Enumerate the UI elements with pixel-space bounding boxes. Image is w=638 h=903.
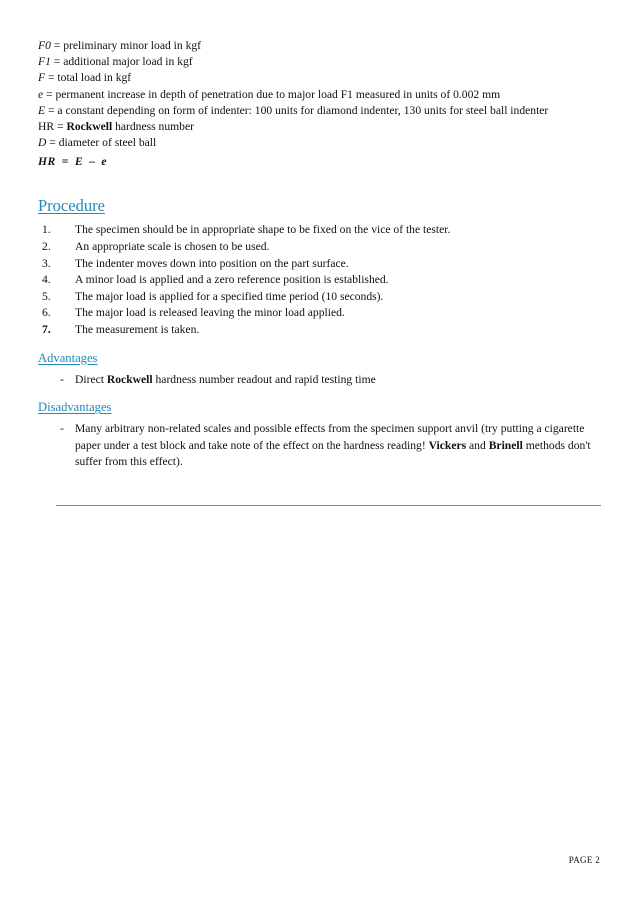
list-item: [38, 222, 600, 239]
definition-f0: [38, 38, 600, 54]
definition-f1: [38, 54, 600, 70]
step-number: 4.: [42, 273, 51, 287]
definition-text: = a constant depending on form of indenter: 100 units for diamond indenter, 130 units for steel ball indenter: [45, 103, 549, 117]
definition-text: = permanent increase in depth of penetration due to major load F1 measured in units of 0.002 mm: [43, 87, 501, 101]
symbol: F0: [38, 39, 51, 52]
symbol: E: [38, 103, 46, 117]
advantages-heading: Advantages: [38, 350, 98, 365]
definition-text: = preliminary minor load in kgf: [50, 39, 202, 52]
hardness-formula: [38, 155, 600, 168]
bold-term: Brinell: [488, 438, 523, 452]
step-number: 7.: [42, 322, 51, 336]
formula-lhs: HR: [38, 155, 56, 169]
step-text: The major load is applied for a specified time period (10 seconds).: [75, 289, 384, 303]
item-text: Direct: [75, 372, 107, 386]
symbol: HR: [38, 120, 55, 134]
procedure-list: [38, 222, 600, 338]
list-item: [38, 322, 600, 339]
bold-term: Vickers: [428, 438, 467, 452]
step-number: 2.: [42, 240, 51, 254]
symbol: e: [38, 87, 44, 101]
advantages-list: [38, 372, 600, 389]
definition-text: =: [54, 120, 67, 134]
definition-hr: [38, 119, 600, 135]
step-text: A minor load is applied and a zero reference position is established.: [75, 273, 389, 287]
step-number: 1.: [42, 223, 51, 237]
formula-b: e: [101, 155, 108, 169]
disadvantages-heading: Disadvantages: [38, 400, 112, 415]
list-item: [38, 256, 600, 273]
symbol: F: [38, 71, 46, 85]
dash-bullet: -: [60, 422, 64, 436]
formula-minus: –: [89, 155, 96, 169]
item-text: hardness number readout and rapid testing time: [152, 372, 376, 386]
formula-equals: =: [61, 155, 69, 169]
step-text: The major load is released leaving the minor load applied.: [75, 306, 345, 320]
step-text: An appropriate scale is chosen to be used.: [75, 240, 270, 254]
symbol: F1: [38, 55, 51, 69]
definition-text: hardness number: [112, 120, 194, 134]
item-text: and: [466, 438, 489, 452]
definition-d: [38, 135, 600, 151]
list-item: [38, 305, 600, 322]
definitions-block: [38, 38, 600, 151]
step-number: 5.: [42, 289, 51, 303]
list-item: [38, 372, 600, 389]
step-text: The measurement is taken.: [75, 322, 200, 336]
bold-term: Rockwell: [106, 372, 153, 386]
symbol: D: [38, 136, 47, 150]
definition-text: = total load in kgf: [45, 71, 132, 85]
list-item: [38, 421, 600, 471]
definition-text: = additional major load in kgf: [50, 55, 193, 69]
list-item: [38, 239, 600, 256]
document-page: [38, 38, 600, 471]
disadvantages-list: [38, 421, 600, 471]
definition-f: [38, 70, 600, 86]
horizontal-divider: [56, 505, 601, 506]
definition-e-capital: [38, 103, 600, 119]
step-number: 3.: [42, 256, 51, 270]
dash-bullet: -: [60, 372, 64, 386]
step-text: The indenter moves down into position on the part surface.: [75, 256, 349, 270]
formula-a: E: [74, 155, 84, 169]
definition-text: = diameter of steel ball: [46, 136, 157, 150]
list-item: [38, 289, 600, 306]
bold-term: Rockwell: [66, 120, 113, 134]
definition-e-small: [38, 87, 600, 103]
page-number: PAGE 2: [568, 855, 600, 865]
procedure-heading: Procedure: [38, 196, 105, 216]
list-item: [38, 272, 600, 289]
step-text: The specimen should be in appropriate shape to be fixed on the vice of the tester.: [75, 223, 451, 237]
step-number: 6.: [42, 306, 51, 320]
item-text: methods don't suffer from this effect).: [75, 438, 591, 469]
item-text: Many arbitrary non-related scales and possible effects from the specimen support anvil (try putting a cigarette paper under a test block and take note of the effect on the hardness reading!: [75, 422, 585, 452]
